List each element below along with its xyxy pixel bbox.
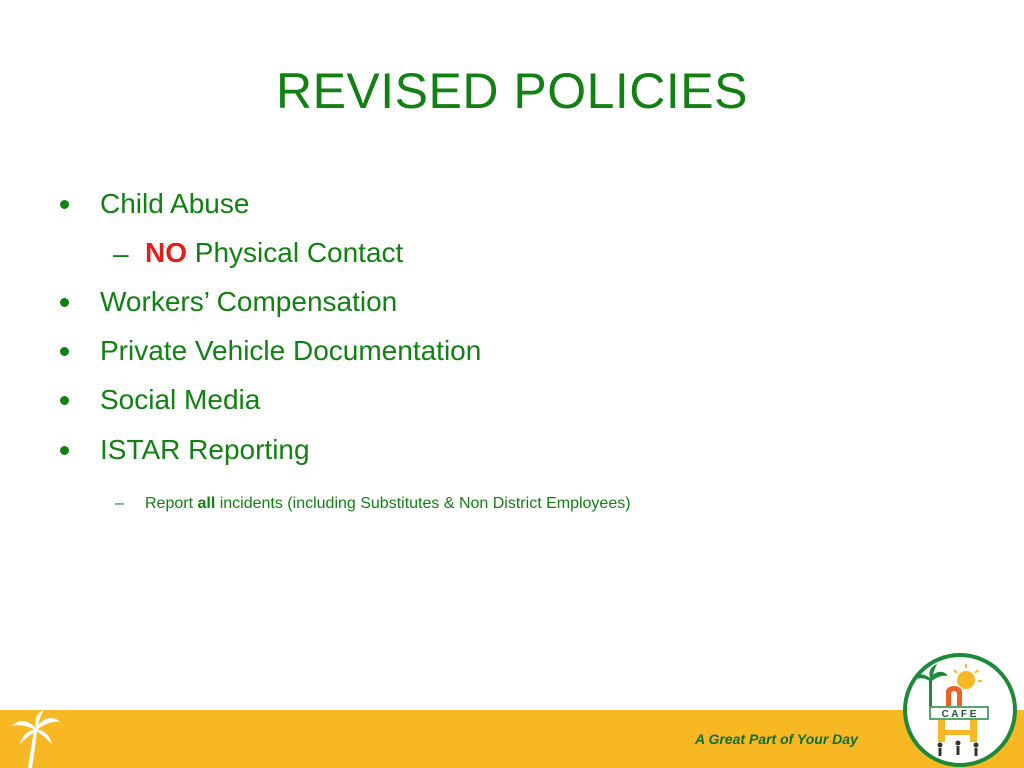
sub-bullet-dash: –	[115, 495, 124, 512]
bullet-dot	[60, 347, 69, 356]
emphasis-no: NO	[145, 237, 187, 268]
bullet-dot	[60, 396, 69, 405]
sub-item-text: Physical Contact	[187, 237, 404, 268]
report-pre: Report	[145, 495, 198, 512]
slide-title: REVISED POLICIES	[275, 63, 749, 119]
bullet-dot	[60, 200, 69, 209]
sub-item-no-physical-contact	[145, 237, 403, 269]
report-post: incidents (including Substitutes & Non District Employees)	[215, 495, 631, 512]
bullet-item-social-media: Social Media	[100, 384, 261, 415]
sub-bullet-dash: –	[113, 238, 129, 269]
bullet-item-istar-reporting: ISTAR Reporting	[100, 434, 310, 465]
sub-item-report-all	[145, 495, 631, 513]
bullet-item-child-abuse: Child Abuse	[100, 188, 250, 219]
palm-tree-icon	[8, 708, 64, 768]
footer-bar	[0, 710, 1024, 768]
report-bold: all	[197, 495, 216, 512]
bullet-item-private-vehicle: Private Vehicle Documentation	[100, 335, 482, 366]
footer-tagline: A Great Part of Your Day	[695, 731, 858, 747]
logo-text: C A F E	[941, 709, 977, 720]
bullet-item-workers-compensation: Workers’ Compensation	[100, 286, 398, 317]
cafe-logo-icon	[900, 650, 1020, 768]
bullet-dot	[60, 446, 69, 455]
bullet-dot	[60, 298, 69, 307]
